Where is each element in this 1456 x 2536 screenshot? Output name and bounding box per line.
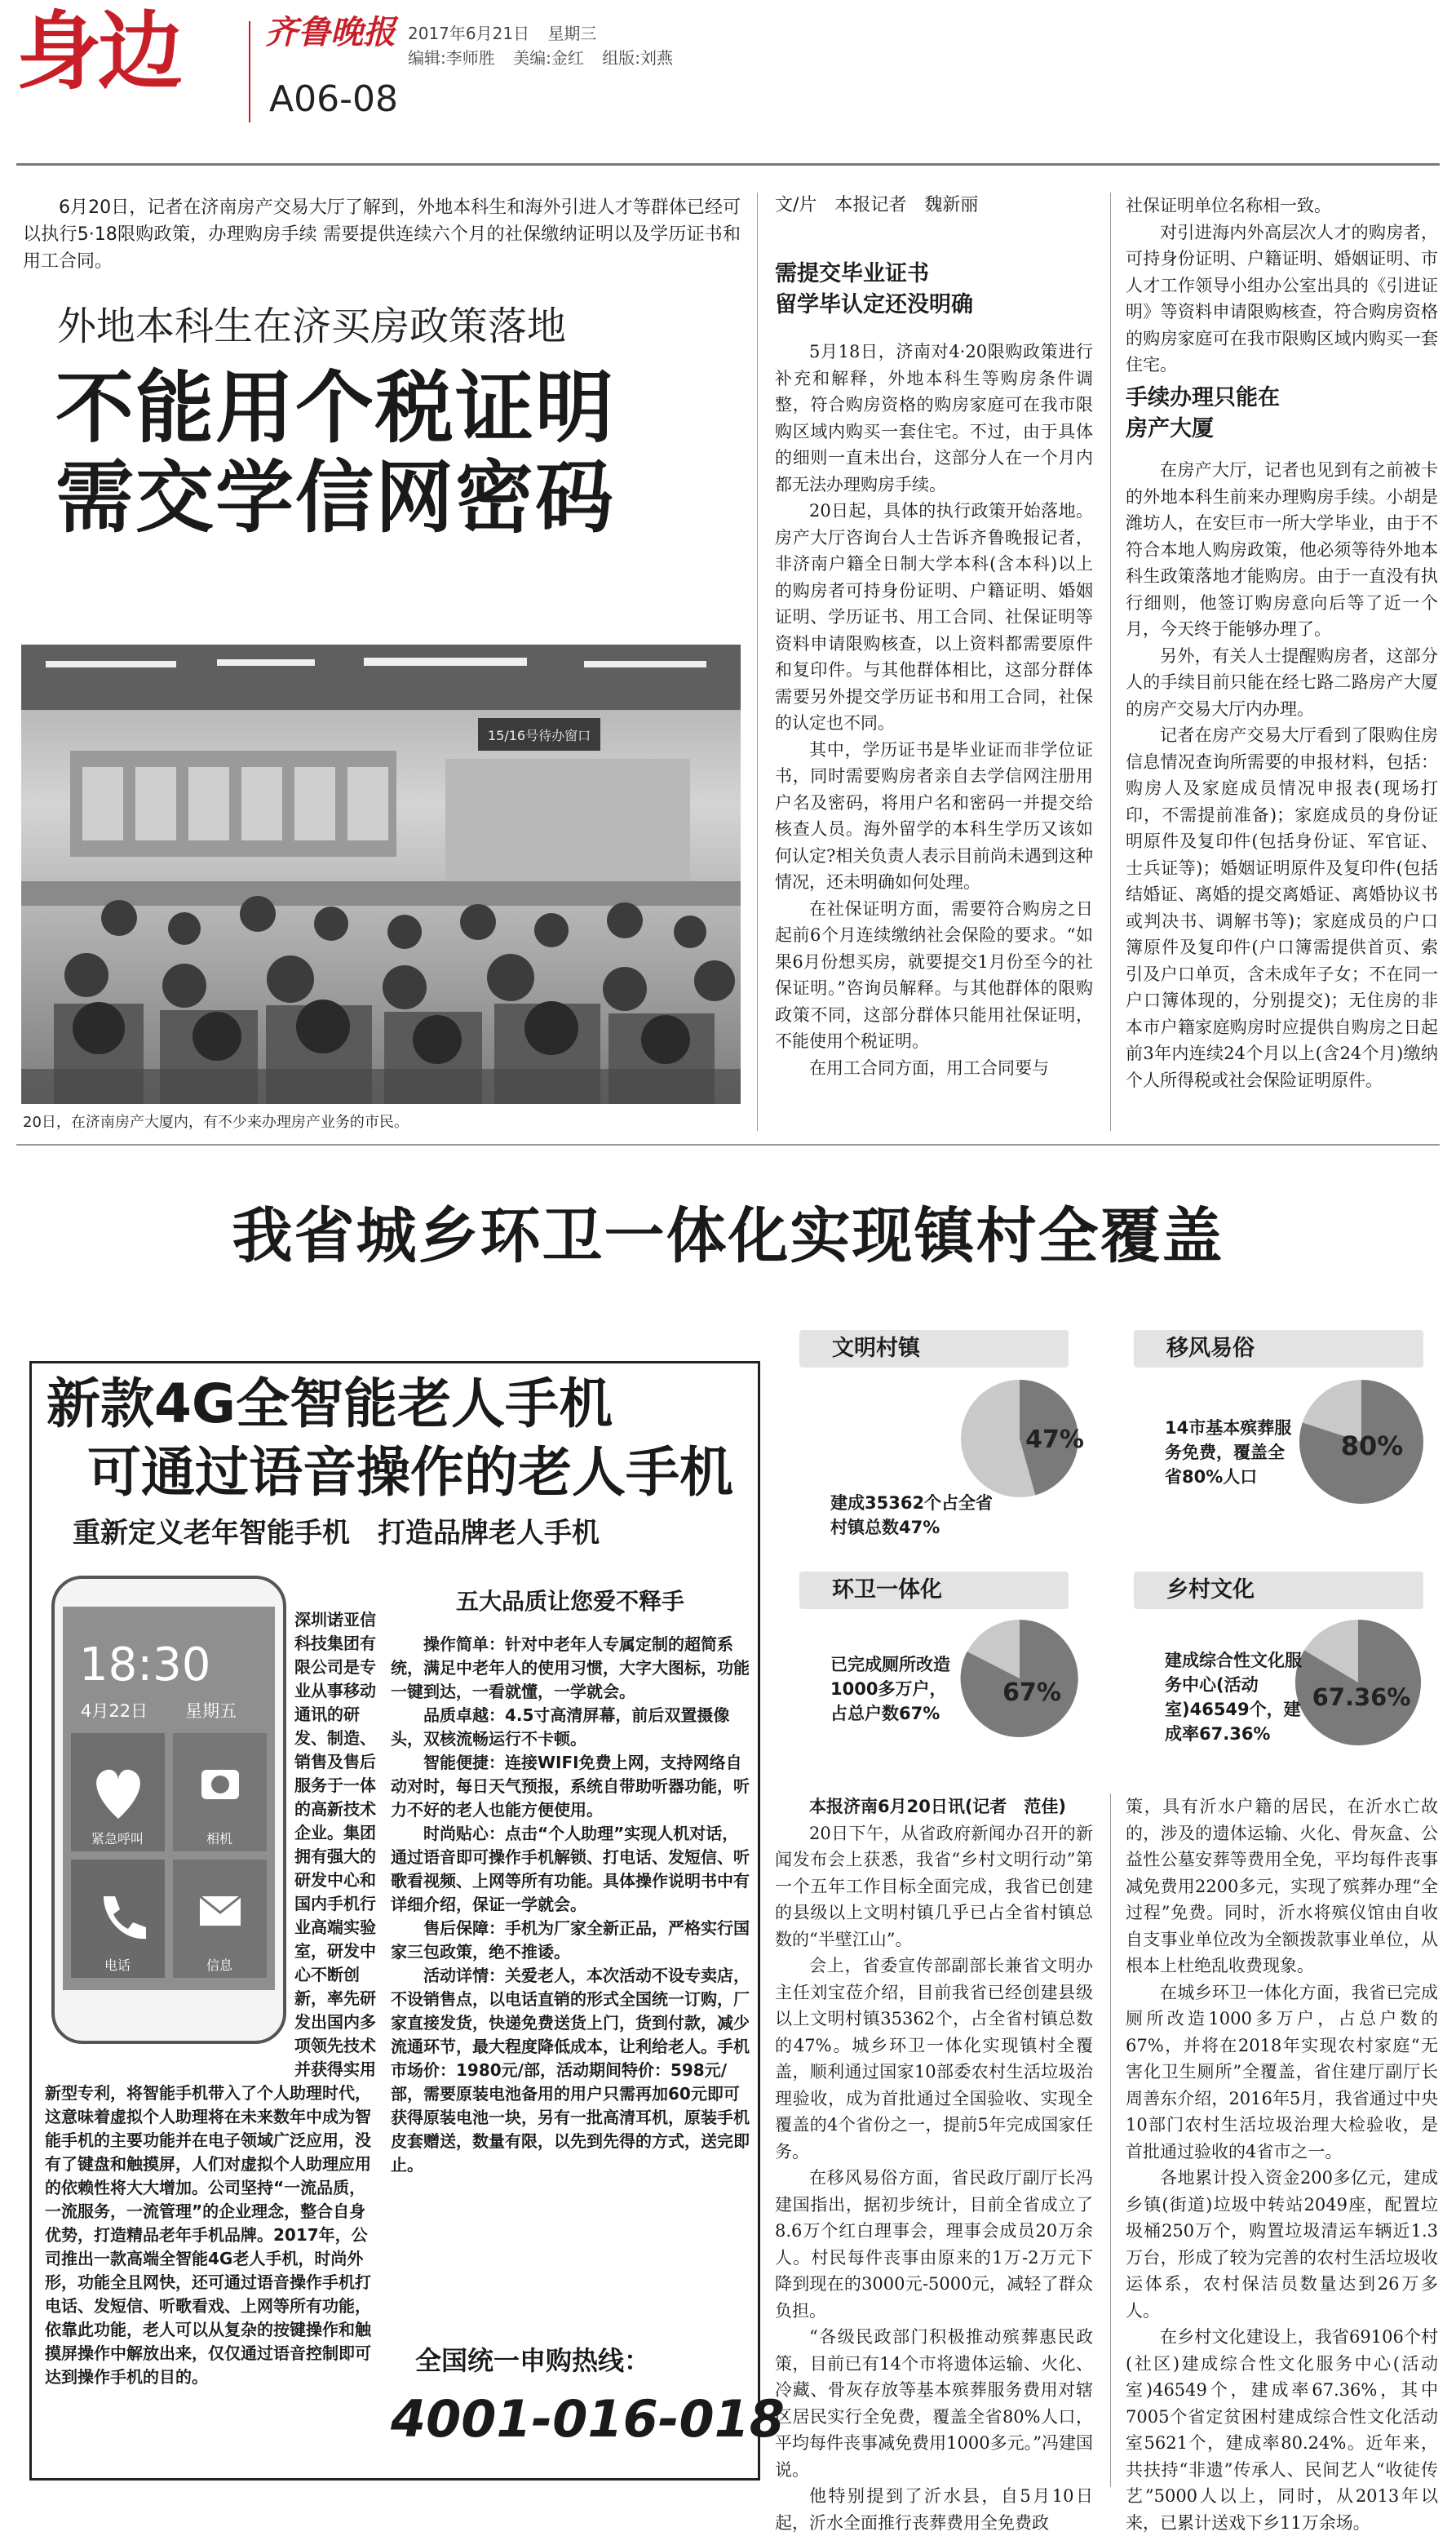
pie-label: 47% [1025, 1425, 1084, 1454]
column-rule [1110, 193, 1111, 1131]
feature-value: 针对中老年人专属定制的超简系统，满足中老年人的使用习惯，大字大图标，功能一键到达，一看就懂，一学就会。 [391, 1634, 750, 1701]
feature-item [391, 1751, 750, 1822]
pie-label: 67% [1002, 1678, 1061, 1707]
paragraph: 在城乡环卫一体化方面，我省已完成厕所改造1000多万户，占总户数的67%，并将在2018年实现农村家庭“无害化卫生厕所”全覆盖，省住建厅副厅长周善东介绍，2016年5月，我省通过中央10部门农村生活垃圾治理大检验收，是首批通过验收的4省市之一。 [1126, 1982, 1438, 2161]
subheading-1-line-1: 需提交毕业证书 [775, 261, 929, 286]
paragraph: 20日起，具体的执行政策开始落地。房产大厅咨询台人士告诉齐鲁晚报记者，非济南户籍全日制大学本科(含本科)以上的购房者可持身份证明、户籍证明、婚姻证明、学历证书、用工合同、社保证明等资料申请限购核查，以上资料都需要原件和复印件。与其他群体相比，这部分群体需要另外提交学历证书和用工合同，社保的认定也不同。 [775, 501, 1093, 733]
headline-line-1: 不能用个税证明 [55, 362, 615, 454]
chart-caption-sanitation: 已完成厕所改造1000多万户，占总户数67% [830, 1655, 950, 1723]
subheading-2-line-1: 手续办理只能在 [1126, 385, 1280, 410]
ad-features [391, 1633, 750, 2326]
chart-caption-custom: 14市基本殡葬服务免费，覆盖全省80%人口 [1165, 1418, 1292, 1487]
hotline-label: 全国统一申购热线： [415, 2345, 651, 2376]
ad-title-2: 可通过语音操作的老人手机 [87, 1441, 733, 1504]
ad-features-title: 五大品质让您爱不释手 [455, 1588, 684, 1615]
company-description: 深圳诺亚信科技集团有限公司是专业从事移动通讯的研发、制造、销售及售后服务于一体的高新技术企业。集团拥有强大的研发中心和国内手机行业高端实验室，研发中心不断创新，率先研发出国内多项领先技术并获得实用新型专利，将智能手机带入了个人助理时代，这意味着虚拟个人助理将在未来数年中成为智能手机的主要功能并在电子领域广泛应用，没有了键盘和触摸屏，人们对虚拟个人助理应用的依赖性将大大增加。公司坚持“一流品质，一流服务，一流管理”的企业理念，整合自身优势，打造精品老年手机品牌。2017年，公司推出一款高端全智能4G老人手机，时尚外形，功能全且网快，还可通过语音操作手机打电话、发短信、听歌看戏、上网等所有功能，依靠此功能，老人可以从复杂的按键操作和触摸屏操作中解放出来，仅仅通过语音控制即可达到操作手机的目的。 [45, 1610, 376, 2387]
feature-item [391, 1704, 750, 1751]
paragraph: 另外，有关人士提醒购房者，这部分人的手续目前只能在经七路二路房产大厦的房产交易大厅内办理。 [1126, 645, 1438, 719]
paragraph: 20日下午，从省政府新闻办召开的新闻发布会上获悉，我省“乡村文明行动”第一个五年工作目标全面完成，我省已创建的县级以上文明村镇几乎已占全省村镇总数的“半壁江山”。 [775, 1823, 1093, 1949]
ad-company-text [45, 1608, 379, 2473]
article1-column-3a [1126, 193, 1438, 379]
article1-column-3b [1126, 457, 1438, 1119]
phone-clock: 18:30 [79, 1638, 211, 1691]
editor: 编辑:李师胜 [408, 48, 495, 68]
column-rule [757, 193, 758, 1131]
phone-app-label: 信息 [206, 1957, 233, 1973]
weekday: 星期三 [547, 24, 597, 43]
feature-key: 售后保障： [423, 1918, 505, 1938]
pie-civil [958, 1377, 1084, 1500]
date: 2017年6月21日 [408, 24, 530, 43]
paragraph: 社保证明单位名称相一致。 [1126, 196, 1331, 215]
chart-label-custom: 移风易俗 [1134, 1330, 1423, 1368]
chart-label-civil: 文明村镇 [799, 1330, 1069, 1368]
feature-value: 手机为厂家全新正品，严格实行国家三包政策，绝不推诿。 [391, 1918, 750, 1962]
paragraph: 其中，学历证书是毕业证而非学位证书，同时需要购房者亲自去学信网注册用户名及密码，将用户名和密码一并提交给核查人员。海外留学的本科生学历又该如何认定?相关负责人表示目前尚未遇到这种情况，还未明确如何处理。 [775, 739, 1093, 892]
layout-editor: 组版:刘燕 [602, 48, 673, 68]
phone-weekday: 星期五 [185, 1701, 237, 1721]
feature-key: 品质卓越： [423, 1705, 505, 1725]
hotline-number[interactable]: 4001-016-018 [391, 2389, 785, 2449]
paper-name: 齐鲁晚报 [265, 13, 396, 51]
paragraph: 各地累计投入资金200多亿元，建成乡镇(街道)垃圾中转站2049座，配置垃圾桶250万个，购置垃圾清运车辆近1.3万台，形成了较为完善的农村生活垃圾收运体系，农村保洁员数量达到26万多人。 [1126, 2168, 1438, 2321]
phone-advert [29, 1361, 785, 2481]
section-title: 身边 [16, 2, 180, 101]
feature-value: 关爱老人，本次活动不设专卖店，不设销售点，以电话直销的形式全国统一订购，厂家直接发货，快递免费送货上门，货到付款，减少流通环节，最大程度降低成本，让利给老人。手机市场价：1980元/部，活动期间特价：598元/部，需要原装电池备用的用户只需再加60元即可获得原装电池一块，另有一批高清耳机，原装手机皮套赠送，数量有限，以先到先得的方式，送完即止。 [391, 1966, 750, 2175]
subheading-2-line-2: 房产大厦 [1126, 416, 1214, 441]
infographic [799, 1330, 1440, 1787]
feature-value: 点击“个人助理”实现人机对话，通过语音即可操作手机解锁、打电话、发短信、听歌看视频、上网等所有功能。具体操作说明书中有详细介绍，保证一学就会。 [391, 1824, 750, 1914]
ad-title-1: 新款4G全智能老人手机 [46, 1372, 613, 1435]
feature-key: 操作简单： [423, 1634, 505, 1654]
pie-custom [1297, 1377, 1426, 1506]
article1-column-2 [775, 339, 1093, 1119]
feature-key: 活动详情： [423, 1966, 505, 1985]
feature-value: 4.5寸高清屏幕，前后双置摄像头，双核流畅运行不卡顿。 [391, 1705, 730, 1749]
masthead-rule [16, 163, 1440, 166]
feature-item [391, 1822, 750, 1917]
subheading-1 [775, 259, 973, 321]
pie-culture [1293, 1617, 1423, 1748]
paragraph: 策，具有沂水户籍的居民，在沂水亡故的，涉及的遗体运输、火化、骨灰盒、公益性公墓安葬等费用全免，平均每件丧事减免费用2200多元，实现了殡葬办理“全过程”免费。同时，沂水将殡仪馆由自收自支事业单位改为全额拨款事业单位，从根本上杜绝乱收费现象。 [1126, 1797, 1438, 1975]
dateline: 本报济南6月20日讯(记者 范佳) [809, 1797, 1067, 1816]
paragraph: 5月18日，济南对4·20限购政策进行补充和解释，外地本科生等购房条件调整，符合购房资格的购房家庭可在我市限购区域内购买一套住宅。不过，由于具体的细则一直未出台，这部分人在一个月内都无法办理购房手续。 [775, 342, 1093, 494]
page-code: A06-08 [269, 78, 398, 120]
chart-label-culture: 乡村文化 [1134, 1572, 1423, 1609]
paragraph: “各级民政部门积极推动殡葬惠民政策，目前已有14个市将遗体运输、火化、冷藏、骨灰存放等基本殡葬服务费用对辖区居民实行全免费，覆盖全省80%人口，平均每件丧事减免费用1000多元。”冯建国说。 [775, 2327, 1093, 2480]
chart-caption-culture: 建成综合性文化服务中心(活动室)46549个，建成率67.36% [1165, 1651, 1302, 1744]
pie-label: 67.36% [1312, 1683, 1411, 1711]
pie-label: 80% [1340, 1430, 1404, 1461]
ad-slogan: 重新定义老年智能手机 打造品牌老人手机 [73, 1517, 600, 1550]
paragraph: 在社保证明方面，需要符合购房之日起前6个月连续缴纳社会保险的要求。“如果6月份想买房，就要提交1月份至今的社保证明。”咨询员解释。与其他群体的限购政策不同，这部分群体只能用社保证明，不能使用个税证明。 [775, 898, 1093, 1051]
art-editor: 美编:金红 [513, 48, 584, 68]
paragraph: 在移风易俗方面，省民政厅副厅长冯建国指出，据初步统计，目前全省成立了8.6万个红白理事会，理事会成员20万余人。村民每件丧事由原来的1万-2万元下降到现在的3000元-5000元，减轻了群众负担。 [775, 2168, 1093, 2321]
masthead-divider [249, 21, 250, 122]
lead-paragraph: 6月20日，记者在济南房产交易大厅了解到，外地本科生和海外引进人才等群体已经可以执行5·18限购政策，办理购房手续 需要提供连续六个月的社保缴纳证明以及学历证书和用工合同。 [23, 197, 741, 272]
subheading-1-line-2: 留学毕认定还没明确 [775, 292, 973, 317]
chart-caption-civil: 建成35362个占全省村镇总数47% [830, 1493, 994, 1537]
paragraph: 在乡村文化建设上，我省69106个村(社区)建成综合性文化服务中心(活动室)46549个，建成率67.36%，其中7005个省定贫困村建成综合性文化活动室5621个，建成率80.24%。近年来，共扶持“非遗”传承人、民间艺人“收徒传艺”5000人以上，同时，从2013年以来，已累计送戏下乡11万余场。 [1126, 2327, 1438, 2533]
pie-sanitation [958, 1617, 1081, 1740]
column-rule [1110, 1793, 1111, 2487]
feature-item [391, 1964, 750, 2177]
byline: 文/片 本报记者 魏新丽 [775, 195, 979, 215]
feature-key: 智能便捷： [423, 1753, 505, 1772]
article1-photo [21, 645, 741, 1104]
subheading-2 [1126, 383, 1280, 445]
paragraph: 在用工合同方面，用工合同要与 [809, 1057, 1049, 1078]
phone-float-spacer [45, 1608, 294, 2082]
article2-column-2 [1126, 1793, 1438, 2533]
phone-date: 4月22日 [81, 1701, 148, 1721]
paragraph: 他特别提到了沂水县，自5月10日起，沂水全面推行丧葬费用全免费政 [775, 2486, 1093, 2533]
phone-app-label: 相机 [206, 1831, 233, 1847]
article2-headline: 我省城乡环卫一体化实现镇村全覆盖 [232, 1201, 1224, 1271]
masthead-meta [408, 21, 673, 70]
phone-app-label: 紧急呼叫 [91, 1831, 144, 1847]
section-rule [16, 1144, 1440, 1146]
feature-item [391, 1633, 750, 1704]
photo-caption: 20日，在济南房产大厦内，有不少来办理房产业务的市民。 [23, 1114, 409, 1131]
phone-app-label: 电话 [104, 1957, 131, 1973]
article1-kicker: 外地本科生在济买房政策落地 [57, 304, 567, 349]
article1-headline [55, 363, 615, 543]
chart-label-sanitation: 环卫一体化 [799, 1572, 1069, 1609]
headline-line-2: 需交学信网密码 [55, 452, 615, 543]
article1-lead [23, 194, 741, 275]
paragraph: 会上，省委宣传部副部长兼省文明办主任刘宝莅介绍，目前我省已经创建县级以上文明村镇35362个，占全省村镇总数的47%。城乡环卫一体化实现镇村全覆盖，顺利通过国家10部委农村生活垃圾治理验收，成为首批通过全国验收、实现全覆盖的4个省份之一，提前5年完成国家任务。 [775, 1956, 1093, 2161]
feature-value: 连接WIFI免费上网，支持网络自动对时，每日天气预报，系统自带助听器功能，听力不好的老人也能方便使用。 [391, 1753, 750, 1820]
feature-key: 时尚贴心： [423, 1824, 505, 1843]
paragraph: 对引进海内外高层次人才的购房者，可持身份证明、户籍证明、婚姻证明、市人才工作领导小组办公室出具的《引进证明》等资料申请限购核查，符合购房资格的购房家庭可在我市限购区域内购买一套住宅。 [1126, 222, 1438, 375]
paragraph: 记者在房产交易大厅看到了限购住房信息情况查询所需要的申报材料，包括：购房人及家庭成员情况申报表(现场打印，不需提前准备)；家庭成员的身份证明原件及复印件(包括身份证、军官证、士兵证等)；婚姻证明原件及复印件(包括结婚证、离婚的提交离婚证、离婚协议书或判决书、调解书等)；家庭成员的户口簿原件及复印件(户口簿需提供首页、索引及户口单页，含未成年子女；不在同一户口簿体现的，分别提交)；无住房的非本市户籍家庭购房时应提供自购房之日起前3年内连续24个月以上(含24个月)缴纳个人所得税或社会保险证明原件。 [1126, 725, 1438, 1090]
paragraph: 在房产大厅，记者也见到有之前被卡的外地本科生前来办理购房手续。小胡是潍坊人，在安巨市一所大学毕业，由于不符合本地人购房政策，他必须等待外地本科生政策落地才能购房。由于一直没有执行细则，他签订购房意向后等了近一个月，今天终于能够办理了。 [1126, 460, 1438, 639]
article2-column-1 [775, 1793, 1093, 2533]
photo-sign: 15/16号待办窗口 [488, 728, 591, 743]
feature-item [391, 1917, 750, 1964]
